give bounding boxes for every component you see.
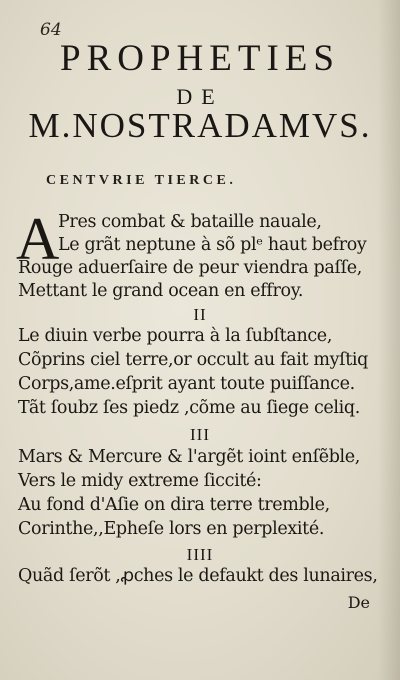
catchword: De (347, 593, 370, 612)
verse-line: Vers le midy extreme ſiccité: (18, 471, 262, 491)
verse-line: Rouge aduerſaire de peur viendra paſſe, (18, 258, 362, 278)
quatrain-numeral: II (193, 305, 207, 324)
verse-line: Corps,ame.eſprit ayant toute puiſſance. (18, 374, 355, 394)
verse-line: Mars & Mercure & l'argẽt ioint enſẽble, (18, 447, 361, 467)
verse-line: Tãt ſoubz ſes piedz ,cõme au ſiege celiq. (18, 398, 360, 418)
quatrain-numeral: IIII (186, 545, 214, 564)
verse-line: Cõprins ciel terre,or occult au fait myſtiq (18, 350, 369, 370)
verse-line: Mettant le grand ocean en effroy. (18, 281, 304, 301)
title-connector: DE (176, 84, 224, 109)
page-number: 64 (40, 20, 62, 40)
quatrain-numeral: III (190, 425, 210, 444)
page-title: PROPHETIES (60, 38, 340, 79)
verse-line: Le grãt neptune à sõ plᵉ haut befroy (58, 235, 367, 255)
drop-cap: A (16, 206, 60, 272)
section-title: CENTVRIE TIERCE. (46, 173, 237, 188)
verse-line: Quãd ſerõt ,ꝓches le defaukt des lunaires, (18, 566, 378, 586)
verse-line: Pres combat & bataille nauale, (58, 212, 322, 232)
verse-line: Corinthe,,Epheſe lors en perplexité. (18, 519, 325, 539)
author-name: M.NOSTRADAMVS. (28, 106, 372, 145)
verse-line: Le diuin verbe pourra à la ſubſtance, (18, 326, 333, 346)
verse-line: Au fond d'Aſie on dira terre tremble, (18, 495, 330, 515)
